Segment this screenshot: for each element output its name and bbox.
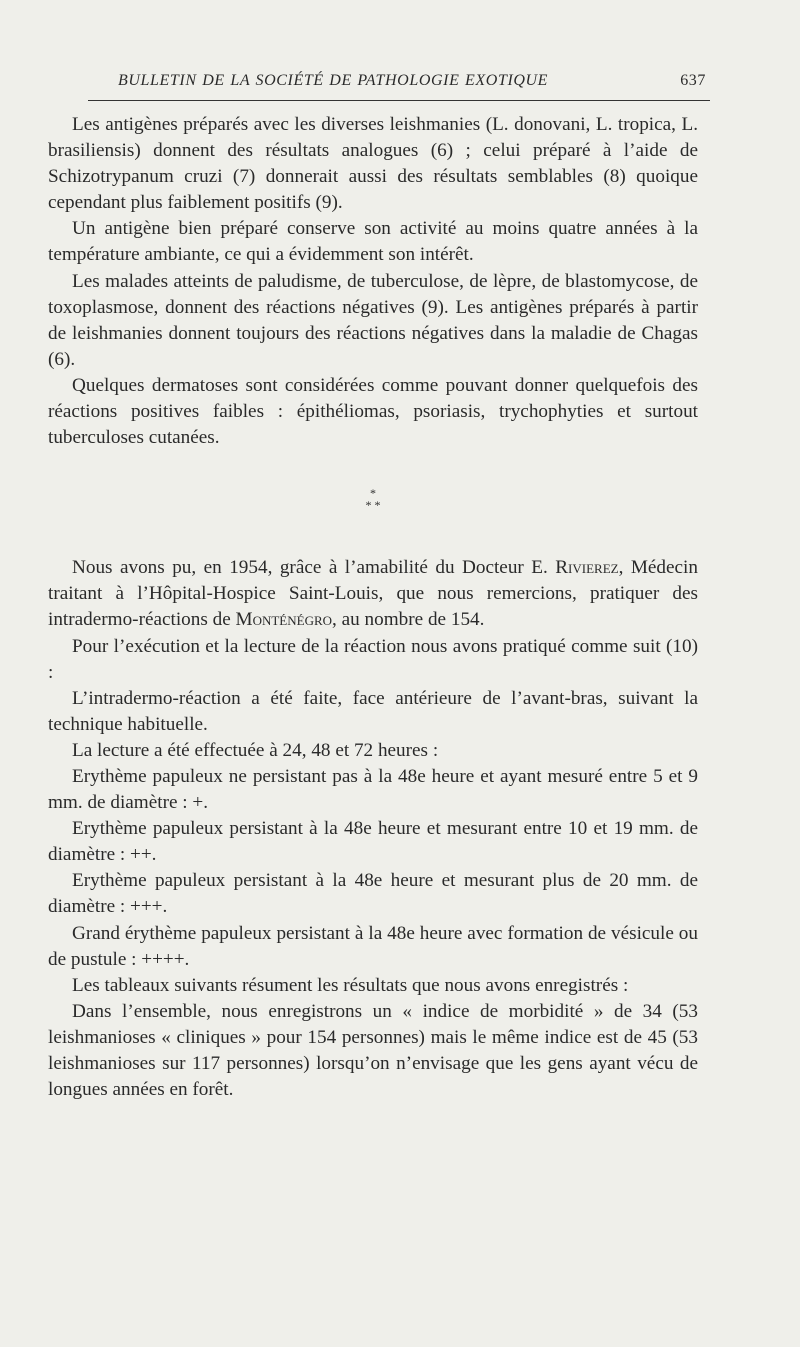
paragraph: Dans l’ensemble, nous enregistrons un « indice de morbidité » de 34 (53 leishmanioses « cliniques » pour 154 personnes) mais le même indice est de 45 (53 leishmanioses sur 117 personnes) lorsqu’on n’envisage que les gens ayant vécu de longues années en forêt.: [48, 1000, 698, 1101]
paragraph: Un antigène bien préparé conserve son activité au moins quatre années à la température ambiante, ce qui a évidemment son intérêt.: [48, 218, 698, 266]
paragraph-text: , au nombre de 154.: [332, 609, 485, 631]
running-header: [88, 70, 710, 96]
paragraph: Pour l’exécution et la lecture de la réaction nous avons pratiqué comme suit (10) :: [48, 635, 698, 683]
author-name: Monténégro: [235, 609, 333, 631]
paragraph: Les antigènes préparés avec les diverses leishmanies (L. donovani, L. tropica, L. brasiliensis) donnent des résultats analogues (6) ; celui préparé à l’aide de Schizotrypanum cruzi (7) donnerait aussi des résultats semblables (8) quoique cependant plus faiblement positifs (9).: [48, 114, 698, 214]
paragraph: Les tableaux suivants résument les résultats que nous avons enregistrés :: [72, 974, 629, 996]
paragraph-text: , Médecin traitant à l’Hôpital-Hospice Saint-Louis, que nous remercions, pratiquer des intradermo-réactions de: [48, 557, 698, 631]
paragraph: Erythème papuleux persistant à la 48e heure et mesurant entre 10 et 19 mm. de diamètre : ++.: [48, 818, 698, 866]
paragraph: Erythème papuleux ne persistant pas à la 48e heure et ayant mesuré entre 5 et 9 mm. de diamètre : +.: [48, 765, 698, 814]
author-name: Rivierez: [555, 557, 619, 579]
paragraph-text: Nous avons pu, en 1954, grâce à l’amabilité du Docteur E.: [72, 557, 556, 579]
asterism-bottom: * *: [365, 498, 381, 513]
section-asterism: [48, 487, 698, 511]
paragraph: [48, 555, 698, 633]
paragraph: La lecture a été effectuée à 24, 48 et 72 heures :: [72, 739, 439, 761]
asterism-top: *: [370, 486, 376, 501]
page-number: 637: [680, 72, 706, 89]
header-rule: [88, 100, 710, 101]
paragraph: L’intradermo-réaction a été faite, face antérieure de l’avant-bras, suivant la technique habituelle.: [48, 687, 698, 735]
paragraph: Grand érythème papuleux persistant à la 48e heure avec formation de vésicule ou de pustule : ++++.: [48, 922, 698, 970]
article-body: [48, 112, 698, 1103]
paragraph: Erythème papuleux persistant à la 48e heure et mesurant plus de 20 mm. de diamètre : +++.: [48, 870, 698, 918]
paragraph: Quelques dermatoses sont considérées comme pouvant donner quelquefois des réactions positives faibles : épithéliomas, psoriasis, trychophyties et surtout tuberculoses cutanées.: [48, 374, 698, 449]
paragraph: Les malades atteints de paludisme, de tuberculose, de lèpre, de blastomycose, de toxoplasmose, donnent des réactions négatives (9). Les antigènes préparés à partir de leishmanies donnent toujours des réactions négatives dans la maladie de Chagas (6).: [48, 270, 698, 370]
journal-title: BULLETIN DE LA SOCIÉTÉ DE PATHOLOGIE EXOTIQUE: [118, 72, 549, 89]
